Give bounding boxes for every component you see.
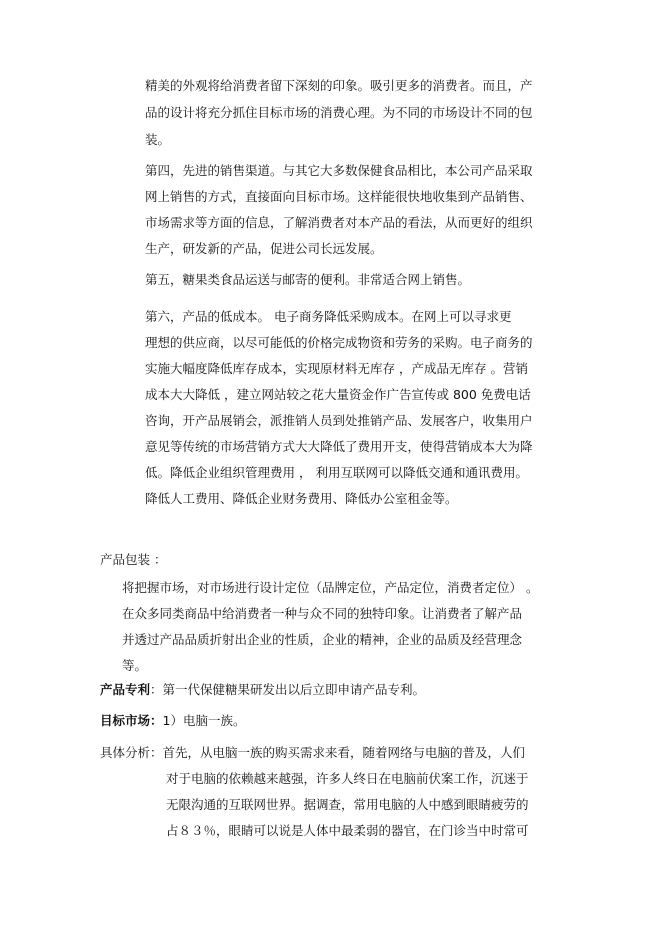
section-target-market bbox=[100, 713, 245, 729]
text-line: 市场需求等方面的信息，了解消费者对本产品的看法，从而更好的组织 bbox=[145, 215, 533, 230]
patent-label: 产品专利 bbox=[100, 682, 151, 697]
text-line: 品的设计将充分抓住目标市场的消费心理。为不同的市场设计不同的包 bbox=[145, 105, 533, 120]
text-line: 第六，产品的低成本。 电子商务降低采购成本。在网上可以寻求更 bbox=[145, 309, 512, 324]
text-line: 成本大大降低 ，建立网站较之花大量资金作广告宣传或 800 免费电话 bbox=[145, 387, 531, 402]
text-line: 第四，先进的销售渠道。与其它大多数保健食品相比，本公司产品采取 bbox=[145, 163, 533, 178]
text-line: 第五，糖果类食品运送与邮寄的便利。非常适合网上销售。 bbox=[145, 272, 471, 287]
text-line: 精美的外观将给消费者留下深刻的印象。吸引更多的消费者。而且，产 bbox=[145, 78, 533, 93]
text-line: 生产，研发新的产品，促进公司长远发展。 bbox=[145, 241, 383, 256]
text-line: 网上销售的方式，直接面向目标市场。这样能很快地收集到产品销售、 bbox=[145, 189, 533, 204]
analysis-text: 首先，从电脑一族的购买需求来看，随着网络与电脑的普及，人们 bbox=[162, 745, 526, 760]
text-line: 并透过产品品质折射出企业的性质，企业的精神，企业的品质及经营理念 bbox=[122, 632, 523, 647]
patent-text: ：第一代保健糖果研发出以后立即申请产品专利。 bbox=[150, 682, 426, 697]
text-line: 将把握市场，对市场进行设计定位（品牌定位，产品定位，消费者定位） 。 bbox=[122, 580, 539, 595]
text-line: 低。降低企业组织管理费用 ， 利用互联网可以降低交通和通讯费用。 bbox=[145, 465, 528, 480]
text-line: 理想的供应商，以尽可能低的价格完成物资和劳务的采购。电子商务的 bbox=[145, 335, 533, 350]
text-line: 实施大幅度降低库存成本，实现原材料无库存 ，产成品无库存 。营销 bbox=[145, 361, 528, 376]
text-line: 等。 bbox=[122, 658, 148, 673]
text-line: 无限沟通的互联网世界。据调查，常用电脑的人中感到眼睛疲劳的 bbox=[166, 797, 529, 812]
text-line: 咨询，开产品展销会，派推销人员到处推销产品、发展客户，收集用户 bbox=[145, 413, 533, 428]
text-line: 对于电脑的依赖越来越强，许多人终日在电脑前伏案工作，沉迷于 bbox=[166, 771, 529, 786]
analysis-first-line bbox=[100, 745, 525, 761]
target-market-label: 目标市场： bbox=[100, 713, 163, 728]
text-line: 意见等传统的市场营销方式大大降低了费用开支，使得营销成本大为降 bbox=[145, 439, 533, 454]
text-line: 在众多同类商品中给消费者一种与众不同的独特印象。让消费者了解产品 bbox=[122, 606, 523, 621]
text-line: 占８３％，眼睛可以说是人体中最柔弱的器官，在门诊当中时常可 bbox=[166, 823, 529, 838]
text-line: 装。 bbox=[145, 132, 171, 147]
section-heading-packaging: 产品包装 ： bbox=[100, 552, 167, 567]
text-line: 降低人工费用、降低企业财务费用、降低办公室租金等。 bbox=[145, 491, 458, 506]
target-market-text: 1）电脑一族。 bbox=[162, 713, 246, 728]
analysis-label: 具体分析： bbox=[100, 745, 163, 760]
section-patent bbox=[100, 682, 425, 698]
